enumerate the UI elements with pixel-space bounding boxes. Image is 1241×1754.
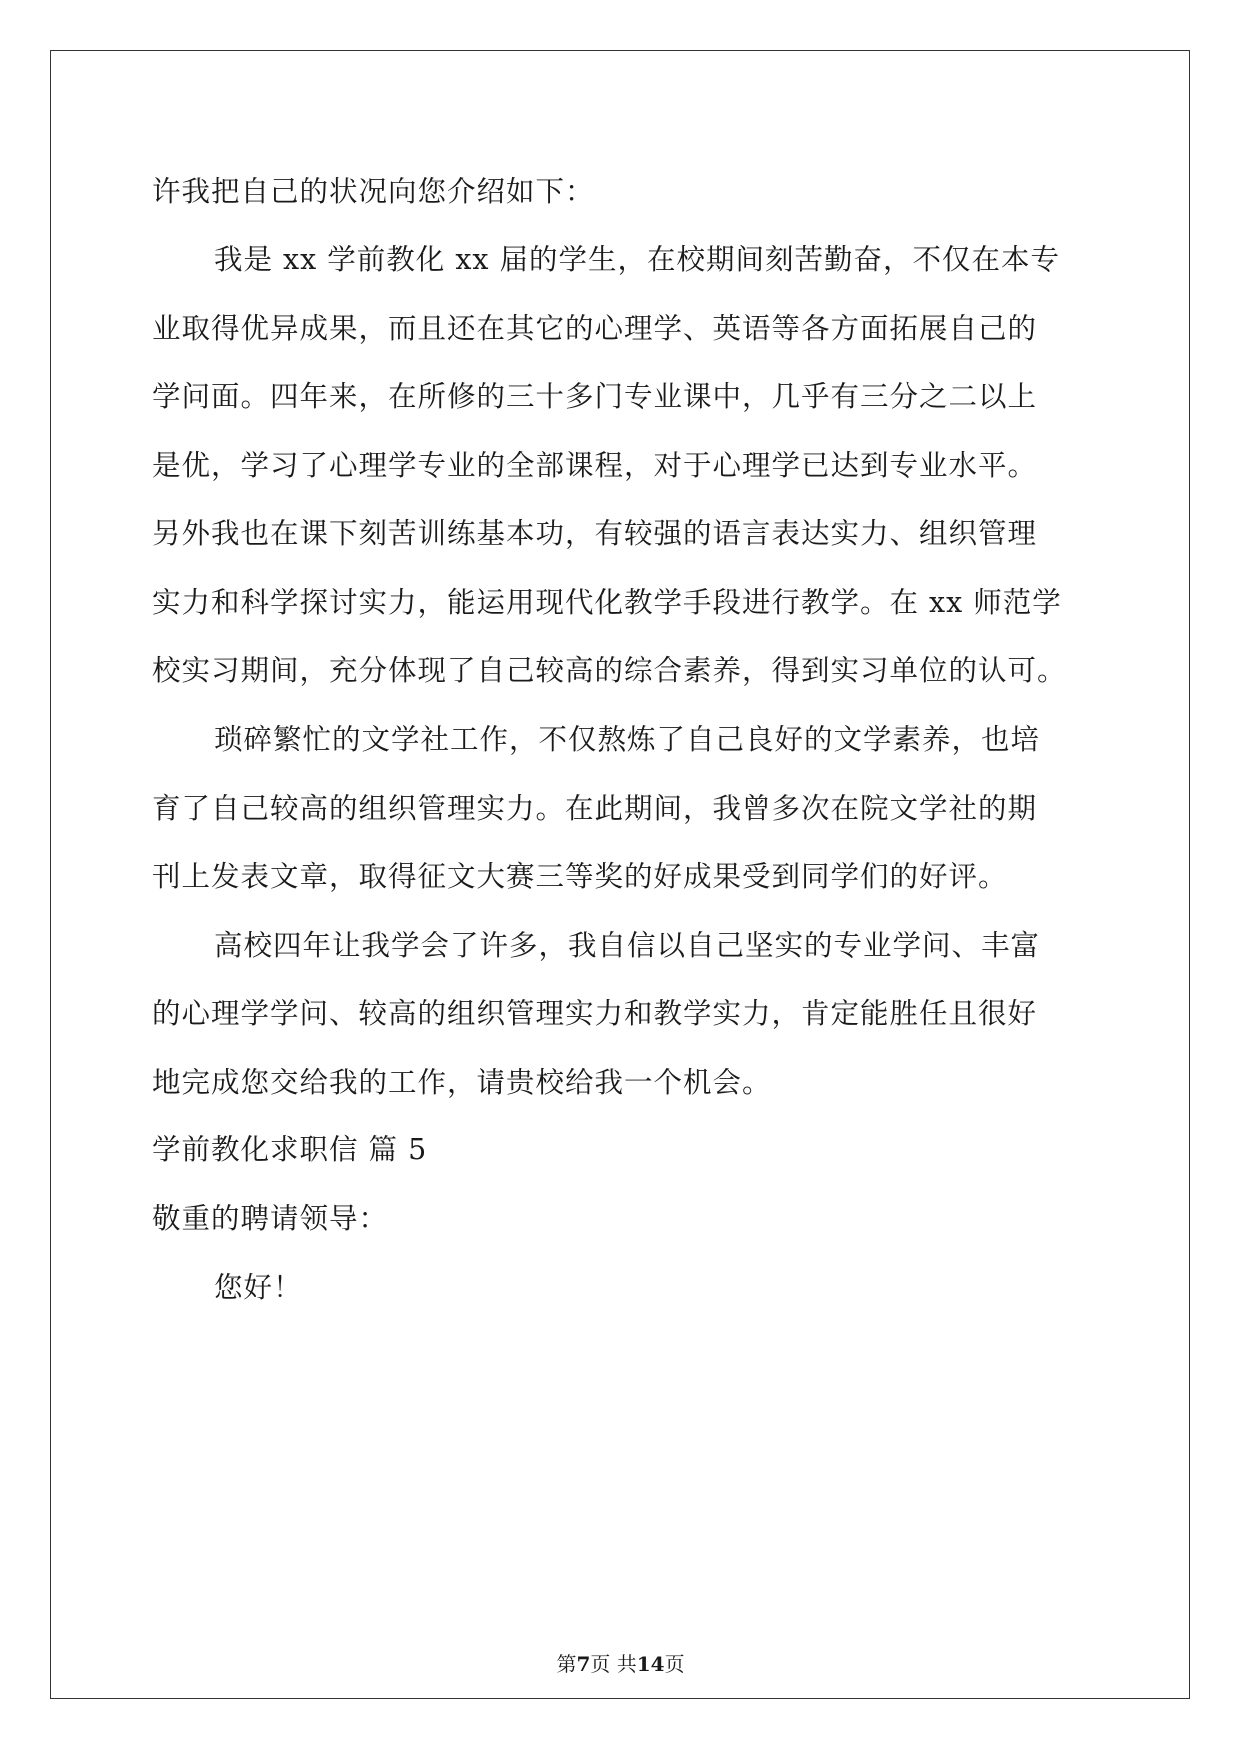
greeting: 您好！ <box>214 1271 303 1304</box>
salutation: 敬重的聘请领导： <box>152 1202 389 1235</box>
footer-page-mid: 页 共 <box>590 1652 637 1676</box>
footer-page-prefix: 第 <box>556 1652 577 1676</box>
text-line: 琐碎繁忙的文学社工作，不仅熬炼了自己良好的文学素养，也培 <box>214 723 1041 756</box>
text-line: 高校四年让我学会了许多，我自信以自己坚实的专业学问、丰富 <box>214 929 1041 962</box>
text-line: 许我把自己的状况向您介绍如下： <box>152 175 595 208</box>
text-line: 实力和科学探讨实力，能运用现代化教学手段进行教学。在 xx 师范学 <box>152 586 1062 619</box>
footer-page-suffix: 页 <box>664 1652 685 1676</box>
text-line: 业取得优异成果，而且还在其它的心理学、英语等各方面拓展自己的 <box>152 312 1038 345</box>
footer-page-current: 7 <box>576 1652 591 1676</box>
text-line: 刊上发表文章，取得征文大赛三等奖的好成果受到同学们的好评。 <box>152 860 1008 893</box>
text-line: 校实习期间，充分体现了自己较高的综合素养，得到实习单位的认可。 <box>152 654 1067 687</box>
section-heading: 学前教化求职信 篇 5 <box>152 1133 428 1166</box>
text-line: 地完成您交给我的工作，请贵校给我一个机会。 <box>152 1066 772 1099</box>
footer-page-total: 14 <box>636 1652 665 1676</box>
text-line: 另外我也在课下刻苦训练基本功，有较强的语言表达实力、组织管理 <box>152 517 1038 550</box>
page-footer <box>0 1652 1241 1676</box>
text-line: 的心理学学问、较高的组织管理实力和教学实力，肯定能胜任且很好 <box>152 997 1038 1030</box>
text-line: 学问面。四年来，在所修的三十多门专业课中，几乎有三分之二以上 <box>152 380 1038 413</box>
text-line: 我是 xx 学前教化 xx 届的学生，在校期间刻苦勤奋，不仅在本专 <box>214 243 1061 276</box>
text-line: 育了自己较高的组织管理实力。在此期间，我曾多次在院文学社的期 <box>152 792 1038 825</box>
text-line: 是优，学习了心理学专业的全部课程，对于心理学已达到专业水平。 <box>152 449 1038 482</box>
